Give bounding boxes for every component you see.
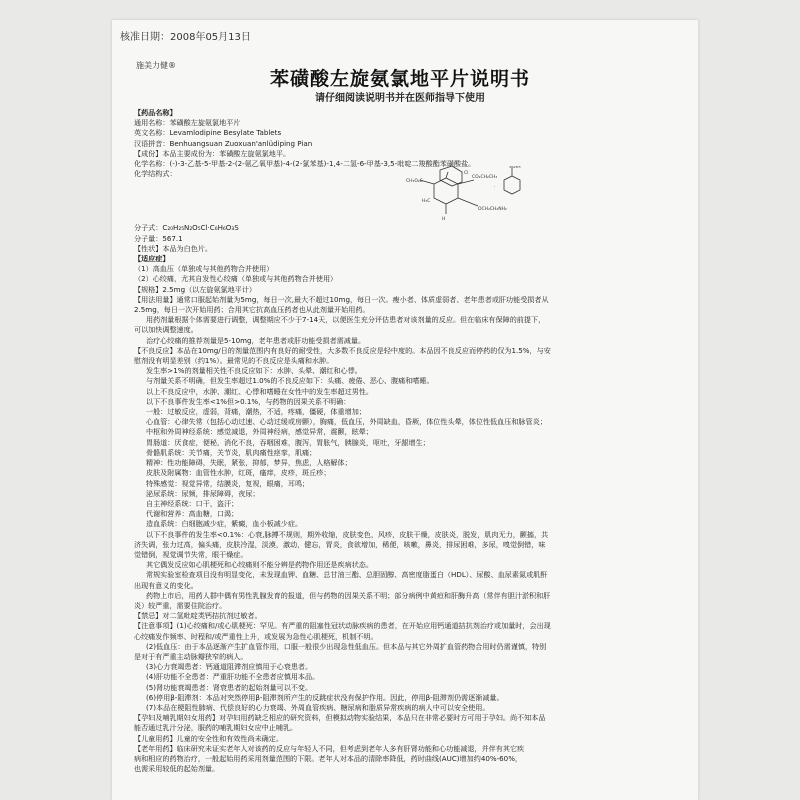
text-line: 【规格】2.5mg（以左旋氨氯地平计）: [134, 284, 257, 294]
text-line: （2）心绞痛，尤其自发性心绞痛（单独或与其他药物合并使用）: [134, 274, 338, 284]
text-line: 【用法用量】通常口服起始剂量为5mg，每日一次,最大不超过10mg，每日一次。瘦小者、体质虚弱者、老年患者或肝功能受损者从: [134, 294, 549, 304]
page-subtitle: 请仔细阅读说明书并在医师指导下使用: [315, 93, 485, 104]
approval-date: 核准日期：2008年05月13日: [120, 32, 251, 43]
page-title: 苯磺酸左旋氨氯地平片说明书: [269, 68, 530, 90]
text-line: 分子量：567.1: [134, 233, 183, 243]
text-line: (4)肝功能不全患者：严重肝功能不全患者应慎用本品。: [146, 672, 320, 682]
text-line: 以下不良事件发生率<1%但>0.1%，与药物的因果关系不明确：: [146, 396, 351, 406]
text-line: 精神：性功能障碍，失眠，紧张，抑郁，梦异，焦虑，人格解体；: [146, 458, 352, 468]
text-line: 病和相应的药物治疗，一般起始用药采用剂量范围的下限。老年人对本品的清除率降低，药时曲线(AUC)增加约40%-60%，: [134, 753, 523, 763]
text-line: 汉语拼音：Benhuangsuan Zuoxuan'anlüdiping Pian: [134, 138, 313, 148]
text-line: 代谢和营养：高血糖，口渴；: [146, 509, 239, 519]
text-line: 【成份】本品主要成份为：苯磺酸左旋氨氯地平。: [134, 148, 291, 158]
chemical-structure-image: [382, 166, 532, 228]
text-line: (7)本品在梗阻性肺病、代偿良好的心力衰竭、外周血管疾病、糖尿病和脂质异常疾病的病人中可以安全使用。: [146, 702, 490, 712]
text-line: 出现有意义的变化。: [134, 580, 198, 590]
text-line: 泌尿系统：尿频，排尿障碍，夜尿；: [146, 488, 260, 498]
text-line: 也需采用较低的起始剂量。: [134, 764, 220, 774]
text-line: 与剂量关系不明确，但发生率超过1.0%的不良反应如下：头痛、疲倦、恶心、腹痛和嗜睡。: [146, 376, 434, 386]
text-line: 以上不良反应中，水肿、潮红、心悸和嗜睡在女性中的发生率超过男性。: [146, 386, 373, 396]
svg-text:SO₃H: SO₃H: [509, 166, 521, 170]
svg-text:OCH₂CH₂NH₂: OCH₂CH₂NH₂: [478, 207, 507, 212]
text-line: 炎）较严重，需要住院治疗。: [134, 600, 227, 610]
svg-text:·: ·: [494, 185, 496, 190]
text-line: 【不良反应】本品在10mg/日的剂量范围内有良好的耐受性，大多数不良反应是轻中度的。本品因不良反应而停药的仅为1.5%，与安: [134, 345, 551, 355]
text-line: 药物上市后，用药人群中偶有男性乳腺发育的报道，但与药物的因果关系不明；部分病例中黄疸和肝酶升高（常伴有胆汁淤积和肝: [146, 590, 551, 600]
text-line: 能否通过乳汁分泌，服药的哺乳期妇女应中止哺乳。: [134, 723, 298, 733]
text-line: 以下不良事件的发生率<0.1%：心衰,脉搏不规则，期外收缩，皮肤变色，风疹，皮肤干燥，皮肤炎，脱发，肌肉无力，颤搐，共: [146, 529, 549, 539]
text-line: (3)心力衰竭患者：钙通道阻滞剂应慎用于心衰患者。: [146, 662, 313, 672]
text-line: 【性状】本品为白色片。: [134, 243, 213, 253]
text-line: 慰剂没有明显差别（约1%）。最常见的不良反应是头痛和水肿。: [134, 356, 334, 366]
svg-text:CH₃O₂C: CH₃O₂C: [406, 179, 423, 184]
text-line: 通用名称：苯磺酸左旋氨氯地平片: [134, 118, 241, 128]
text-line: 其它偶发反应如心肌梗死和心绞痛则不能分辨是药物作用还是疾病状态。: [146, 560, 373, 570]
text-line: 发生率>1%的剂量相关性不良反应如下：水肿、头晕、潮红和心悸。: [146, 366, 362, 376]
text-line: 治疗心绞痛的推荐剂量是5-10mg，老年患者或肝功能受损者需减量。: [146, 335, 366, 345]
text-line: 中枢和外周神经系统：感觉减退，外周神经病，感觉异常，震颤，眩晕；: [146, 427, 373, 437]
text-line: 觉错倒，视觉调节失常，眼干燥症。: [134, 549, 248, 559]
text-line: 是对于有严重主动脉瓣狭窄的病人。: [134, 651, 248, 661]
brand-name: 施美力健®: [136, 61, 176, 70]
text-line: 济失调，张力过高，偏头痛，皮肤冷湿，淡漠，激动，健忘，胃炎，食欲增加，稀便，咳嗽，鼻炎，排尿困难，多尿，嗅觉倒错，味: [134, 539, 546, 549]
text-line: 英文名称：Levamlodipine Besylate Tablets: [134, 128, 282, 138]
text-line: 胃肠道：厌食症，便秘，消化不良，吞咽困难，腹泻，胃胀气，胰腺炎，呕吐，牙龈增生；: [146, 437, 430, 447]
text-line: 化学结构式：: [134, 169, 177, 179]
text-line: 可以加快调整速度。: [134, 325, 198, 335]
text-line: 化学名称：(-)-3-乙基-5-甲基-2-(2-氨乙氧甲基)-4-(2-氯苯基)-1,4-二氢-6-甲基-3,5-吡啶二羧酸酯苯磺酸盐。: [134, 159, 476, 169]
text-line: (5)肾功能衰竭患者：肾衰患者的起始剂量可以不变。: [146, 682, 313, 692]
text-line: 心血管：心律失常（包括心动过速、心动过缓或房颤），胸痛，低血压，外周缺血，昏厥，体位性头晕，体位性低血压和脉管炎；: [146, 417, 547, 427]
svg-text:CO₂CH₂CH₃: CO₂CH₂CH₃: [472, 175, 498, 180]
text-line: 常规实验室检查项目没有明显变化，未发现血钾、血糖、总甘油三酯、总胆固醇、高密度脂蛋白（HDL）、尿酸、血尿素氮或肌酐: [146, 570, 548, 580]
text-line: 一般：过敏反应，虚弱，背痛，潮热，不适，疼痛，僵硬，体重增加；: [146, 407, 366, 417]
text-line: 皮肤及附属物：血管性水肿，红斑，瘙痒，皮疹，斑丘疹；: [146, 468, 331, 478]
text-line: 造血系统：白细胞减少症，紫癜，血小板减少症。: [146, 519, 303, 529]
text-line: 2.5mg，每日一次开始用药；合用其它抗高血压药者也从此剂量开始用药。: [134, 305, 370, 315]
text-line: 【注意事项】(1)心绞痛和/或心肌梗死：罕见。有严重的阻塞性冠状动脉疾病的患者，在开始应用钙通道拮抗剂治疗或加量时，会出现: [134, 621, 551, 631]
svg-text:H₃C: H₃C: [422, 199, 431, 204]
text-line: （1）高血压（单独或与其他药物合并使用）: [134, 264, 274, 274]
svg-text:Cl: Cl: [464, 171, 469, 176]
text-line: 用药剂量根据个体需要进行调整，调整期应不少于7-14天，以便医生充分评估患者对该剂量的反应。但在临床有保障的前提下，: [146, 315, 546, 325]
svg-text:H: H: [442, 217, 446, 222]
text-line: 【孕妇及哺乳期妇女用药】对孕妇用药缺乏相应的研究资料，但模拟动物实验结果，本品只在非常必要时方可用于孕妇。尚不知本品: [134, 713, 546, 723]
text-line: 自主神经系统：口干，盗汗；: [146, 498, 239, 508]
text-line: 【适应症】: [134, 254, 170, 264]
text-line: 【老年用药】临床研究未证实老年人对该药的反应与年轻人不同，但考虑到老年人多有肝肾功能和心功能减退，并伴有其它疾: [134, 743, 525, 753]
text-line: 【药品名称】: [134, 108, 177, 117]
text-line: 【禁忌】对二氢吡啶类钙拮抗剂过敏者。: [134, 611, 262, 621]
text-line: (6)停用β-阻滞剂：本品对突然停用β-阻滞剂所产生的反跳症状没有保护作用。因此，停用β-阻滞剂仍需逐渐减量。: [146, 692, 504, 702]
text-line: 分子式：C₂₀H₂₅N₂O₅Cl·C₆H₆O₃S: [134, 223, 239, 233]
text-line: 特殊感觉：视觉异常，结膜炎，复视，眼痛，耳鸣；: [146, 478, 310, 488]
text-line: 骨骼肌系统：关节痛，关节炎，肌肉痛性痉挛，肌痛；: [146, 447, 317, 457]
text-line: (2)低血压：由于本品逐渐产生扩血管作用，口服一般很少出现急性低血压。但本品与其它外周扩血管药物合用时仍需谨慎，特别: [146, 641, 547, 651]
text-line: 【儿童用药】儿童的安全性和有效性尚未确定。: [134, 733, 283, 743]
text-line: 心绞痛发作频率、时程和/或严重性上升，或发展为急性心肌梗死，机制不明。: [134, 631, 378, 641]
